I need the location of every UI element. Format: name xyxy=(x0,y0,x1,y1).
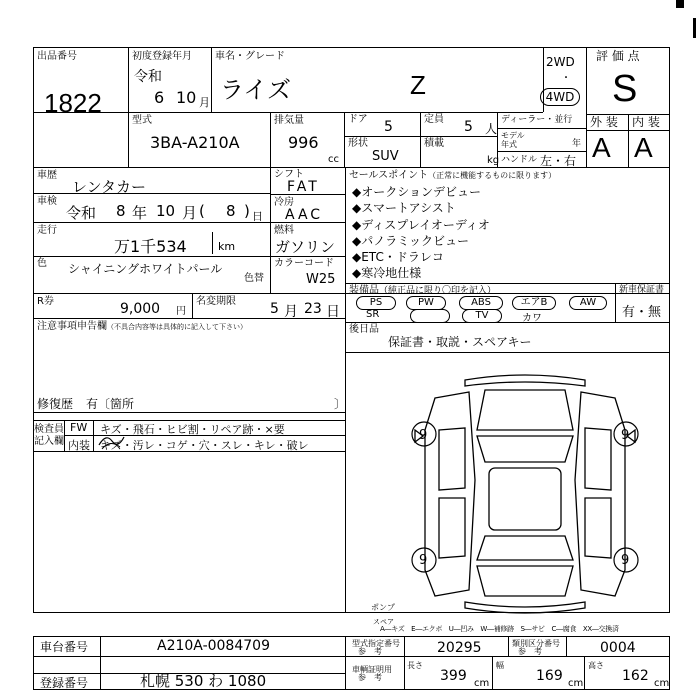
ac-label: 冷房 xyxy=(274,197,294,208)
corner-mark xyxy=(676,0,684,8)
first-reg-era: 令和 xyxy=(134,69,162,85)
seat-label: 定員 xyxy=(424,114,444,125)
type-label: 型式 xyxy=(132,115,152,126)
sales-point-item: ◆寒冷地仕様 xyxy=(352,266,422,281)
later-label: 後日品 xyxy=(349,324,379,335)
int-inspect-label: 内装 xyxy=(68,439,90,452)
car-name: ライズ xyxy=(220,76,292,104)
later-value: 保証書・取説・スペアキー xyxy=(388,335,532,349)
mileage-unit: km xyxy=(218,240,236,253)
int-value: A xyxy=(634,132,653,163)
recycle-value: 9,000 xyxy=(120,301,161,317)
handle-label: ハンドル xyxy=(501,155,538,165)
equip-ps: PS xyxy=(356,296,396,310)
model-year-unit: 年 xyxy=(572,139,582,149)
disp-label: 排気量 xyxy=(274,115,304,126)
repair-label: 修復歴 xyxy=(37,397,74,411)
repair-close: 〕 xyxy=(334,397,347,411)
score-label: 評 価 点 xyxy=(596,49,640,63)
score-value: S xyxy=(612,68,638,110)
shaken-era: 令和 xyxy=(66,204,97,222)
chassis-value: A210A-0084709 xyxy=(157,638,270,654)
shape-value: SUV xyxy=(372,149,399,164)
shape-label: 形状 xyxy=(348,138,368,149)
shift-value: FAT xyxy=(287,179,320,195)
expiry-label: 名変期限 xyxy=(196,296,236,307)
sales-point-item: ◆オークションデビュー xyxy=(352,185,481,199)
car-body-diagram xyxy=(395,370,655,620)
width-unit: cm xyxy=(568,678,584,689)
drive-dot: ・ xyxy=(561,73,571,84)
sales-point-item: ◆ディスプレイオーディオ xyxy=(352,217,490,232)
new-manual-value: 有・無 xyxy=(622,305,662,320)
dealer-label: ディーラー・並行 xyxy=(501,115,573,125)
fuel-label: 燃料 xyxy=(274,225,294,236)
expiry-day-unit: 日 xyxy=(326,304,340,320)
shaken-year: 8 xyxy=(116,202,126,220)
shaken-day-close: ) xyxy=(244,202,250,220)
load-label: 積載 xyxy=(424,138,444,149)
color-label: 色 xyxy=(37,258,47,269)
mileage-value: 万1千534 xyxy=(114,237,187,256)
recycle-unit: 円 xyxy=(176,306,186,317)
fw-value: キズ・飛石・ヒビ割・リペア跡・×要 xyxy=(100,423,285,436)
int-label: 内 装 xyxy=(632,115,660,129)
history-label: 車歴 xyxy=(37,170,57,181)
history-value: レンタカー xyxy=(72,178,147,196)
disp-unit: cc xyxy=(328,154,339,165)
expiry-month-unit: 月 xyxy=(284,304,298,320)
equip-leather: カワ xyxy=(522,313,542,324)
int-inspect-value: キズ・汚レ・コゲ・穴・スレ・キレ・破レ xyxy=(100,439,309,452)
grade: Z xyxy=(410,70,426,100)
lot-number: 1822 xyxy=(44,88,102,118)
shaken-label: 車検 xyxy=(37,196,57,207)
shaken-day-unit: 日 xyxy=(252,210,263,223)
shaken-day-open: ( xyxy=(199,202,205,220)
pump-label: ポンプ xyxy=(371,603,395,612)
chassis-label: 車台番号 xyxy=(40,640,89,654)
height-value: 162 xyxy=(622,668,649,684)
mileage-label: 走行 xyxy=(37,225,57,236)
ext-value: A xyxy=(592,132,611,163)
damage-legend: A―キズ E―エクボ U―凹み W―補修跡 S―サビ C―腐食 XX―交換済 xyxy=(380,625,619,633)
shaken-month-unit: 月 xyxy=(182,204,198,222)
class-code-sub: 参 考 xyxy=(518,647,542,656)
sales-point-item: ◆パノラミックビュー xyxy=(352,233,469,248)
expiry-day: 23 xyxy=(304,301,322,317)
sales-point-item: ◆ETC・ドラレコ xyxy=(352,250,444,265)
damage-mark: 9 xyxy=(419,428,428,443)
new-manual-label: 新車保証書 xyxy=(619,285,665,295)
ext-label: 外 装 xyxy=(590,115,618,129)
model-year-label: モデル年式 xyxy=(501,131,525,149)
plate-label: 登録番号 xyxy=(40,676,89,690)
sales-points-list xyxy=(352,184,490,282)
color-value: シャイニングホワイトパール xyxy=(68,262,223,276)
dims-label: 車輌証明用 xyxy=(352,665,392,674)
equipment-label: 装備品（純正品に限り〇印を記入） xyxy=(349,285,497,296)
first-reg-year: 6 xyxy=(154,88,165,107)
spare-label: スペア xyxy=(373,618,394,626)
length-unit: cm xyxy=(474,678,490,689)
shaken-month: 10 xyxy=(156,202,176,220)
seat-value: 5 xyxy=(464,119,473,135)
door-value: 5 xyxy=(384,119,393,135)
model-code-value: 20295 xyxy=(437,640,482,656)
first-reg-label: 初度登録年月 xyxy=(132,51,192,62)
notes-label: 注意事項申告欄（不具合内容等は具体的に記入して下さい） xyxy=(37,321,247,332)
class-code-label: 類別区分番号 xyxy=(512,639,560,648)
model-code-label: 型式指定番号 xyxy=(352,639,400,648)
dims-sub: 参 考 xyxy=(358,673,382,682)
equip-aw: AW xyxy=(569,296,607,310)
damage-mark: 9 xyxy=(621,553,630,568)
equip-tv: TV xyxy=(462,309,502,323)
recycle-label: R券 xyxy=(37,296,54,307)
equip-abs: ABS xyxy=(459,296,503,310)
width-label: 幅 xyxy=(496,661,504,670)
first-reg-month: 10 xyxy=(176,88,197,107)
model-code-sub: 参 考 xyxy=(358,647,382,656)
door-label: ドア xyxy=(348,114,368,125)
color-code-label: カラーコード xyxy=(274,258,334,269)
class-code-value: 0004 xyxy=(600,640,636,656)
ac-value: AAC xyxy=(285,207,324,223)
width-value: 169 xyxy=(536,668,563,684)
lot-label: 出品番号 xyxy=(37,51,77,62)
repaint-label: 色替 xyxy=(244,273,264,284)
color-code-value: W25 xyxy=(306,272,336,287)
equip-tv-scratch xyxy=(410,309,450,323)
height-unit: cm xyxy=(654,678,670,689)
shaken-day: 8 xyxy=(226,202,236,220)
inspector-label-1: 検査員 xyxy=(34,424,64,435)
damage-mark: 9 xyxy=(419,553,428,568)
plate-value: 札幌 530 わ 1080 xyxy=(140,672,267,690)
sales-points-label: セールスポイント（正常に機能するものに限ります） xyxy=(349,170,557,181)
fw-label: FW xyxy=(70,421,88,434)
height-label: 高さ xyxy=(588,661,604,670)
equip-airbag: エアB xyxy=(512,296,556,310)
expiry-month: 5 xyxy=(270,301,279,317)
length-label: 長さ xyxy=(407,661,423,670)
equip-sr: SR xyxy=(366,309,380,320)
corner-mark xyxy=(693,18,696,38)
shaken-year-unit: 年 xyxy=(132,204,148,222)
repair-value: 有〔箇所 xyxy=(86,397,135,411)
first-reg-month-unit: 月 xyxy=(199,96,210,109)
type-value: 3BA-A210A xyxy=(150,133,240,152)
inspector-label-2: 記入欄 xyxy=(34,436,64,447)
handwritten-scribble xyxy=(96,431,126,453)
length-value: 399 xyxy=(440,668,467,684)
drive-4wd: 4WD xyxy=(540,88,580,106)
damage-mark: 9 xyxy=(621,428,630,443)
drive-2wd: 2WD xyxy=(546,55,575,69)
shift-label: シフト xyxy=(274,169,304,180)
handle-value: 左・右 xyxy=(540,154,577,168)
equip-pw: PW xyxy=(406,296,446,310)
seat-unit: 人 xyxy=(485,122,498,136)
load-unit: kg xyxy=(487,155,500,166)
disp-value: 996 xyxy=(288,133,319,152)
sales-point-item: ◆スマートアシスト xyxy=(352,201,456,216)
model-label: 車名・グレード xyxy=(215,51,285,62)
fuel-value: ガソリン xyxy=(275,238,336,256)
